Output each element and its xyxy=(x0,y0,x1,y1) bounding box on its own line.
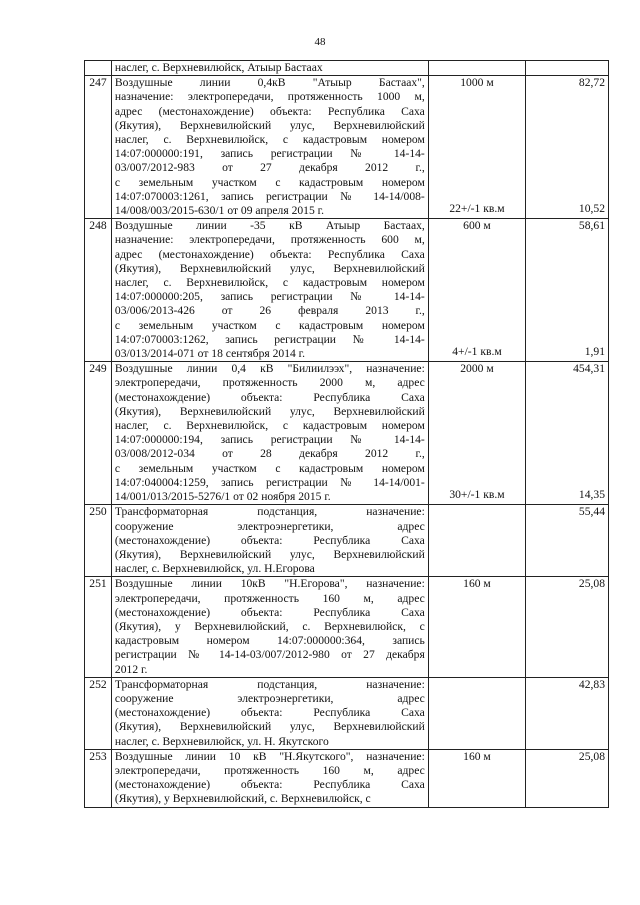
cost-cell xyxy=(526,219,609,362)
description-line: 14:07:000000:191, запись регистрации № 14-14- xyxy=(114,147,425,161)
description-line: Воздушные линии 10 кВ "Н.Якутского", назначение: xyxy=(114,749,425,763)
description-line: назначение: электропередачи, протяженность 600 м, xyxy=(114,233,425,247)
cost-cell xyxy=(526,749,609,807)
table-row xyxy=(85,362,609,505)
description-line: 2012 г. xyxy=(114,662,148,676)
description-line: электропередачи, протяженность 160 м, адрес xyxy=(114,763,425,777)
size-cell xyxy=(428,505,525,577)
description-line: Воздушные линии -35 кВ Атыыр Бастаах, xyxy=(114,219,425,233)
description-line: (местонахождение) объекта: Республика Саха xyxy=(114,706,425,720)
description-cell xyxy=(111,76,428,219)
description-line: Воздушные линии 10кВ "Н.Егорова", назначение: xyxy=(114,577,425,591)
row-number-cell: 248 xyxy=(85,219,112,362)
row-number-cell: 249 xyxy=(85,362,112,505)
cost-value: 25,08 xyxy=(578,577,605,591)
cost-value: 454,31 xyxy=(573,362,605,376)
description-line: (местонахождение) объекта: Республика Саха xyxy=(114,533,425,547)
table-row xyxy=(85,677,609,749)
description-line: 14:07:000000:194, запись регистрации № 14-14- xyxy=(114,433,425,447)
table-row xyxy=(85,76,609,219)
size-value: 160 м xyxy=(463,577,491,591)
description-line: электропередачи, протяженность 2000 м, адрес xyxy=(114,376,425,390)
description-line: (Якутия), у Верхневилюйский, с. Верхневилюйск, с xyxy=(114,792,371,806)
land-area-value: 4+/-1 кв.м xyxy=(452,345,502,359)
description-line: назначение: электропередачи, протяженность 1000 м, xyxy=(114,90,425,104)
description-line: Трансформаторная подстанция, назначение: xyxy=(114,505,425,519)
description-line: (Якутия), Верхневилюйский улус, Верхневилюйский xyxy=(114,261,425,275)
description-line: (местонахождение) объекта: Республика Саха xyxy=(114,390,425,404)
description-line: (Якутия), Верхневилюйский улус, Верхневилюйский xyxy=(114,547,425,561)
property-registry-table xyxy=(84,60,609,808)
description-line: 14:07:040004:1259, запись регистрации № 14-14/001- xyxy=(114,475,425,489)
row-number-cell: 252 xyxy=(85,677,112,749)
table-row-continuation xyxy=(85,61,609,76)
row-number-cell: 247 xyxy=(85,76,112,219)
description-line: (местонахождение) объекта: Республика Саха xyxy=(114,605,425,619)
description-line: 03/006/2013-426 от 26 февраля 2013 г., xyxy=(114,304,425,318)
description-line: наслег, с. Верхневилюйск, с кадастровым номером xyxy=(114,276,425,290)
row-number-cell: 251 xyxy=(85,577,112,677)
description-line: 03/008/2012-034 от 28 декабря 2012 г., xyxy=(114,447,425,461)
size-cell xyxy=(428,76,525,219)
description-line: сооружение электроэнергетики, адрес xyxy=(114,519,425,533)
cost-cell xyxy=(526,76,609,219)
description-line: электропередачи, протяженность 160 м, адрес xyxy=(114,591,425,605)
description-line: кадастровым номером 14:07:000000:364, запись xyxy=(114,634,425,648)
description-line: (Якутия), Верхневилюйский улус, Верхневилюйский xyxy=(114,404,425,418)
description-line: адрес (местонахождение) объекта: Республика Саха xyxy=(114,247,425,261)
land-cost-value: 1,91 xyxy=(584,345,605,359)
size-value: 1000 м xyxy=(460,76,494,90)
description-line: 03/007/2012-983 от 27 декабря 2012 г., xyxy=(114,161,425,175)
size-cell xyxy=(428,577,525,677)
size-value: 2000 м xyxy=(460,362,494,376)
description-line: наслег, с. Верхневилюйск, с кадастровым номером xyxy=(114,419,425,433)
land-cost-value: 10,52 xyxy=(578,202,605,216)
description-line: наслег, с. Верхневилюйск, ул. Н.Егорова xyxy=(114,562,315,576)
description-line: с земельным участком с кадастровым номером xyxy=(114,318,425,332)
row-number-cell: 253 xyxy=(85,749,112,807)
table-body xyxy=(85,61,609,808)
description-line: (Якутия), Верхневилюйский улус, Верхневилюйский xyxy=(114,720,425,734)
description-line: 03/013/2014-071 от 18 сентября 2014 г. xyxy=(114,347,306,361)
description-line: Воздушные линии 0,4 кВ "Билиилээх", назначение: xyxy=(114,362,425,376)
cost-value: 82,72 xyxy=(578,76,605,90)
row-number-cell xyxy=(85,61,112,76)
cost-cell xyxy=(526,362,609,505)
table-row xyxy=(85,577,609,677)
cost-cell xyxy=(526,505,609,577)
description-cell xyxy=(111,362,428,505)
table-row xyxy=(85,219,609,362)
size-cell xyxy=(428,61,525,76)
description-line: наслег, с. Верхневилюйск, с кадастровым номером xyxy=(114,133,425,147)
land-area-value: 30+/-1 кв.м xyxy=(449,488,505,502)
cost-cell xyxy=(526,677,609,749)
description-line: адрес (местонахождение) объекта: Республика Саха xyxy=(114,104,425,118)
size-value: 160 м xyxy=(463,749,491,763)
description-line: сооружение электроэнергетики, адрес xyxy=(114,691,425,705)
description-cell xyxy=(111,677,428,749)
description-line: Трансформаторная подстанция, назначение: xyxy=(114,677,425,691)
size-cell xyxy=(428,219,525,362)
description-line: с земельным участком с кадастровым номером xyxy=(114,461,425,475)
description-line: 14/008/003/2015-630/1 от 09 апреля 2015 г. xyxy=(114,204,325,218)
description-line: 14/001/013/2015-5276/1 от 02 ноября 2015 г. xyxy=(114,490,331,504)
size-value: 600 м xyxy=(463,219,491,233)
description-cell xyxy=(111,219,428,362)
row-number-cell: 250 xyxy=(85,505,112,577)
description-line: 14:07:070003:1262, запись регистрации № 14-14- xyxy=(114,332,425,346)
size-cell xyxy=(428,362,525,505)
description-line: 14:07:000000:205, запись регистрации № 14-14- xyxy=(114,290,425,304)
description-line: (Якутия), Верхневилюйский улус, Верхневилюйский xyxy=(114,118,425,132)
description-line: (местонахождение) объекта: Республика Саха xyxy=(114,778,425,792)
cost-value: 42,83 xyxy=(578,677,605,691)
cost-cell xyxy=(526,61,609,76)
size-cell xyxy=(428,749,525,807)
table-row xyxy=(85,505,609,577)
description-cell xyxy=(111,505,428,577)
description-line: регистрации № 14-14-03/007/2012-980 от 27 декабря xyxy=(114,648,425,662)
page-number: 48 xyxy=(314,36,326,48)
description-line: с земельным участком с кадастровым номером xyxy=(114,175,425,189)
description-line: 14:07:070003:1261, запись регистрации № 14-14/008- xyxy=(114,189,425,203)
size-cell xyxy=(428,677,525,749)
land-cost-value: 14,35 xyxy=(578,488,605,502)
description-cell xyxy=(111,61,428,76)
cost-value: 55,44 xyxy=(578,505,605,519)
description-cell xyxy=(111,749,428,807)
cost-value: 58,61 xyxy=(578,219,605,233)
description-line: Воздушные линии 0,4кВ "Атыыр Бастаах", xyxy=(114,76,425,90)
table-row xyxy=(85,749,609,807)
description-line: наслег, с. Верхневилюйск, ул. Н. Якутского xyxy=(114,734,329,748)
cost-cell xyxy=(526,577,609,677)
cost-value: 25,08 xyxy=(578,749,605,763)
land-area-value: 22+/-1 кв.м xyxy=(449,202,505,216)
description-line: наслег, с. Верхневилюйск, Атыыр Бастаах xyxy=(114,61,323,74)
description-line: (Якутия), у Верхневилюйский, с. Верхневилюйск, с xyxy=(114,619,425,633)
description-cell xyxy=(111,577,428,677)
